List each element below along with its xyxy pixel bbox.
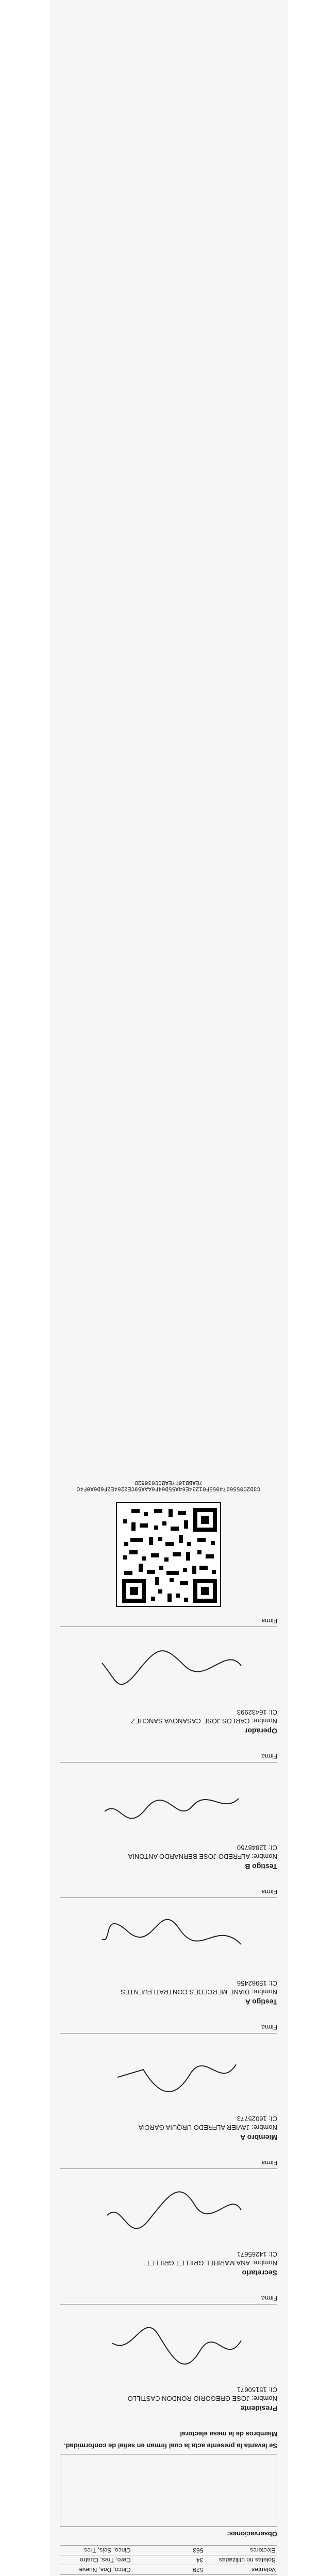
signature-block [60,1888,277,2006]
signature-firma-label: Firma [261,1888,277,1895]
signature-ci: CI: 15150671 [237,2386,277,2394]
summary-row [60,2545,277,2555]
signature-role: Operador [244,1727,277,1735]
footer-code: 7EABB16F7EABCC03662D [134,1479,203,1485]
summary-list [60,2545,277,2576]
summary-letras: Cinco, Dos, Nueve [79,2566,131,2573]
handwritten-signature [92,1637,246,1694]
signature-name: Nombre: CARLOS JOSE CASANOVA SANCHEZ [130,1717,277,1725]
summary-num: 34 [196,2556,204,2564]
signature-block [60,2159,277,2277]
signature-block [60,1617,277,1735]
closing-text: Se levanta la presente acta la cual firman en señal de conformidad. [64,2442,277,2450]
signature-role: Testigo A [245,1998,277,2006]
signature-ci: CI: 16432993 [237,1708,277,1716]
signature-block [60,2024,277,2142]
handwritten-signature [92,2315,246,2371]
footer-hash: C3D200556974055F01234E64A55D64F6AAA59CE2264E2F6D6A0F4C [76,1485,261,1492]
signature-area [60,1626,277,1704]
signature-name: Nombre: JAVIER ALFREDO URQUIA GARCIA [138,2124,277,2131]
signature-role: Miembro A [240,2133,277,2142]
summary-label: Votantes [251,2566,276,2573]
summary-row [60,2565,277,2574]
signature-name: Nombre: ALFREDO JOSE BERNARDO ANTONIA [128,1853,277,1860]
signature-name: Nombre: ANA MARIBEL GRILLET GRILLET [146,2259,277,2267]
handwritten-signature [92,2044,246,2100]
signature-name: Nombre: DIANE MERCEDES CONTRATI FUENTES [121,1988,277,1996]
qr-code [116,1502,221,1607]
vote-summary [60,2545,277,2576]
signature-firma-label: Firma [261,1753,277,1760]
acta-receipt [49,0,288,2576]
summary-label: Boletas no utilizadas [219,2556,276,2564]
observations-box [60,2454,277,2527]
summary-label: Electores [249,2547,276,2554]
signature-area [60,1762,277,1840]
signature-area [60,2168,277,2246]
signature-block [60,2295,277,2413]
signature-area [60,2033,277,2111]
signature-firma-label: Firma [261,1617,277,1624]
signature-role: Testigo B [245,1862,277,1871]
signature-firma-label: Firma [261,2295,277,2302]
footer [60,1479,277,1607]
handwritten-signature [92,1908,246,1965]
signature-ci: CI: 14265671 [237,2250,277,2258]
summary-row [60,2555,277,2565]
signature-list [60,1617,277,2413]
summary-num: 563 [193,2547,204,2554]
signature-role: Secretario [242,2269,277,2277]
summary-letras: Cero, Tres, Cuatro [79,2556,131,2564]
signature-name: Nombre: JOSE GREGORIO RONDON CASTILLO [127,2395,277,2402]
signature-firma-label: Firma [261,2159,277,2166]
signature-area [60,1897,277,1975]
handwritten-signature [92,1773,246,1829]
handwritten-signature [92,2179,246,2236]
observations-label: Observaciones: [227,2530,277,2538]
qr-code-graphic [119,1505,220,1606]
signature-role: Presidente [240,2404,277,2413]
signature-ci: CI: 16025773 [237,2115,277,2123]
signature-firma-label: Firma [261,2024,277,2031]
summary-letras: Cinco, Seis, Tres [83,2547,131,2554]
members-title: Miembros de la mesa electoral [180,2430,277,2438]
signature-ci: CI: 15962456 [237,1979,277,1987]
summary-num: 529 [193,2566,204,2573]
observations [60,2430,277,2538]
signature-ci: CI: 12848750 [237,1844,277,1852]
signature-block [60,1753,277,1871]
signature-area [60,2304,277,2382]
